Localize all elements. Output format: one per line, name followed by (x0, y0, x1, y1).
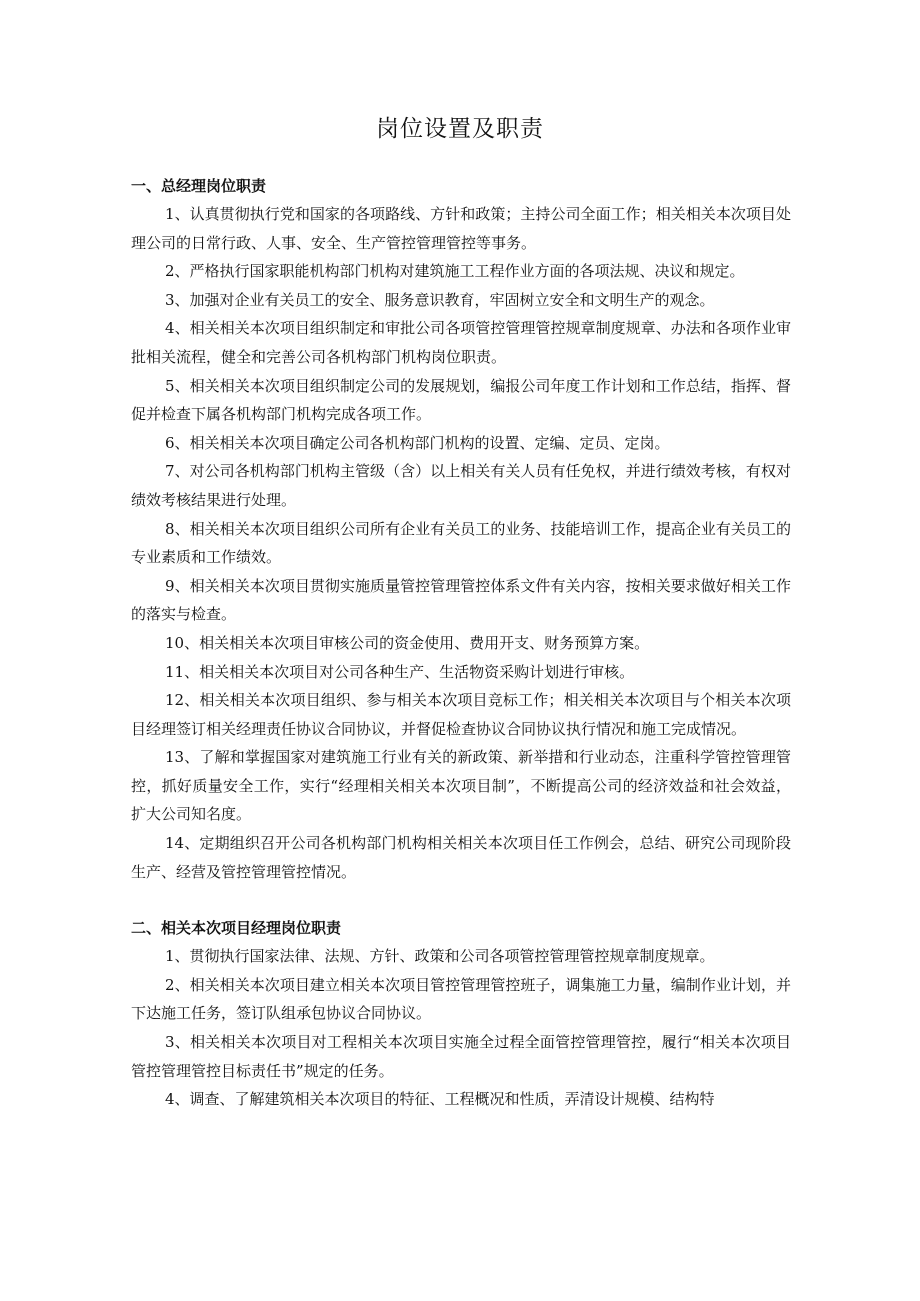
paragraph: 13、了解和掌握国家对建筑施工行业有关的新政策、新举措和行业动态，注重科学管控管理管控，抓好质量安全工作，实行“经理相关相关本次项目制”，不断提高公司的经济效益和社会效益，扩大公司知名度。 (131, 748, 791, 824)
paragraph: 5、相关相关本次项目组织制定公司的发展规划，编报公司年度工作计划和工作总结，指挥、督促并检查下属各机构部门机构完成各项工作。 (131, 376, 791, 424)
paragraph: 2、严格执行国家职能机构部门机构对建筑施工工程作业方面的各项法规、决议和规定。 (165, 262, 745, 281)
paragraph: 8、相关相关本次项目组织公司所有企业有关员工的业务、技能培训工作，提高企业有关员工的专业素质和工作绩效。 (131, 519, 791, 567)
paragraph: 12、相关相关本次项目组织、参与相关本次项目竞标工作；相关相关本次项目与个相关本次项目经理签订相关经理责任协议合同协议，并督促检查协议合同协议执行情况和施工完成情况。 (131, 691, 791, 738)
paragraph: 4、调查、了解建筑相关本次项目的特征、工程概况和性质，弄清设计规模、结构特 (165, 1090, 715, 1109)
section-heading: 一、总经理岗位职责 (131, 177, 267, 195)
document-title: 岗位设置及职责 (376, 116, 544, 142)
document-body (131, 172, 791, 1114)
section-project-manager (131, 914, 791, 1114)
section-general-manager (131, 172, 791, 886)
paragraph: 1、贯彻执行国家法律、法规、方针、政策和公司各项管控管理管控规章制度规章。 (165, 947, 715, 966)
paragraph: 14、定期组织召开公司各机构部门机构相关相关本次项目任工作例会，总结、研究公司现阶段生产、经营及管控管理管控情况。 (131, 834, 791, 881)
paragraph: 3、相关相关本次项目对工程相关本次项目实施全过程全面管控管理管控，履行“相关本次项目管控管理管控目标责任书”规定的任务。 (131, 1033, 791, 1080)
paragraph: 9、相关相关本次项目贯彻实施质量管控管理管控体系文件有关内容，按相关要求做好相关工作的落实与检查。 (131, 576, 791, 624)
paragraph: 3、加强对企业有关员工的安全、服务意识教育，牢固树立安全和文明生产的观念。 (165, 290, 715, 309)
paragraph: 7、对公司各机构部门机构主管级（含）以上相关有关人员有任免权，并进行绩效考核，有权对绩效考核结果进行处理。 (131, 462, 791, 509)
paragraph: 10、相关相关本次项目审核公司的资金使用、费用开支、财务预算方案。 (165, 633, 650, 652)
paragraph: 2、相关相关本次项目建立相关本次项目管控管理管控班子，调集施工力量，编制作业计划，并下达施工任务，签订队组承包协议合同协议。 (131, 975, 791, 1023)
paragraph: 4、相关相关本次项目组织制定和审批公司各项管控管理管控规章制度规章、办法和各项作业审批相关流程，健全和完善公司各机构部门机构岗位职责。 (131, 319, 791, 366)
paragraph: 11、相关相关本次项目对公司各种生产、生活物资采购计划进行审核。 (165, 662, 635, 681)
paragraph: 1、认真贯彻执行党和国家的各项路线、方针和政策；主持公司全面工作；相关相关本次项目处理公司的日常行政、人事、安全、生产管控管理管控等事务。 (131, 205, 791, 252)
section-heading: 二、相关本次项目经理岗位职责 (131, 919, 342, 938)
paragraph: 6、相关相关本次项目确定公司各机构部门机构的设置、定编、定员、定岗。 (165, 433, 670, 452)
